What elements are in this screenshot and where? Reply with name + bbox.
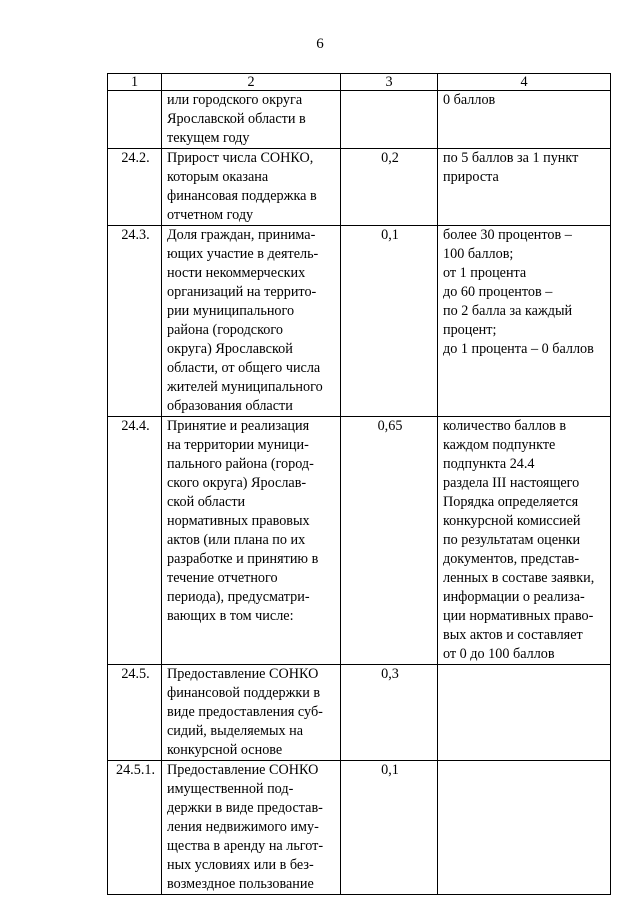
criterion-text-line: пального района (город- bbox=[167, 456, 314, 472]
criterion-text-line: текущем году bbox=[167, 130, 250, 146]
scoring-text-line: ленных в составе заявки, bbox=[443, 570, 595, 586]
scoring-text-line: по результатам оценки bbox=[443, 532, 581, 548]
weight-value: 0,3 bbox=[341, 665, 438, 761]
criterion-text-line: которым оказана bbox=[167, 169, 269, 185]
scoring-text-line: подпункта 24.4 bbox=[443, 456, 535, 472]
scoring-text-line: от 1 процента bbox=[443, 265, 527, 281]
weight-value: 0,2 bbox=[341, 149, 438, 226]
scoring-text-line: более 30 процентов – bbox=[443, 227, 572, 243]
criterion-cell bbox=[162, 226, 341, 417]
scoring-text-line: прироста bbox=[443, 169, 499, 185]
scoring-text-line: до 1 процента – 0 баллов bbox=[443, 341, 594, 357]
criterion-text-line: течение отчетного bbox=[167, 570, 278, 586]
column-header: 2 bbox=[162, 74, 341, 91]
criterion-cell bbox=[162, 417, 341, 665]
criterion-text-line: области, от общего числа bbox=[167, 360, 321, 376]
item-number: 24.5.1. bbox=[108, 761, 162, 895]
scoring-text-line: по 5 баллов за 1 пункт bbox=[443, 150, 579, 166]
weight-value: 0,1 bbox=[341, 761, 438, 895]
scoring-cell bbox=[438, 91, 611, 149]
criterion-text-line: разработке и принятию в bbox=[167, 551, 319, 567]
column-header: 3 bbox=[341, 74, 438, 91]
scoring-text-line: 100 баллов; bbox=[443, 246, 514, 262]
table-row bbox=[108, 149, 611, 226]
criterion-text-line: ской области bbox=[167, 494, 246, 510]
criterion-text-line: актов (или плана по их bbox=[167, 532, 306, 548]
criterion-text-line: отчетном году bbox=[167, 207, 254, 223]
scoring-text-line: вых актов и составляет bbox=[443, 627, 583, 643]
criterion-text-line: Предоставление СОНКО bbox=[167, 666, 319, 682]
table-body bbox=[108, 91, 611, 895]
scoring-cell bbox=[438, 665, 611, 761]
scoring-cell bbox=[438, 149, 611, 226]
criterion-text-line: ности некоммерческих bbox=[167, 265, 306, 281]
item-number: 24.2. bbox=[108, 149, 162, 226]
criterion-text-line: держки в виде предостав- bbox=[167, 800, 323, 816]
criterion-text-line: Прирост числа СОНКО, bbox=[167, 150, 314, 166]
scoring-text-line: до 60 процентов – bbox=[443, 284, 553, 300]
scoring-text-line: конкурсной комиссией bbox=[443, 513, 581, 529]
item-number: 24.3. bbox=[108, 226, 162, 417]
scoring-text-line: количество баллов в bbox=[443, 418, 567, 434]
criterion-text-line: нормативных правовых bbox=[167, 513, 310, 529]
criterion-text-line: района (городского bbox=[167, 322, 283, 338]
criterion-text-line: конкурсной основе bbox=[167, 742, 283, 758]
page-number: 6 bbox=[316, 36, 324, 52]
criterion-text-line: Предоставление СОНКО bbox=[167, 762, 319, 778]
table-row bbox=[108, 761, 611, 895]
criterion-text-line: Ярославской области в bbox=[167, 111, 306, 127]
criterion-text-line: виде предоставления суб- bbox=[167, 704, 323, 720]
weight-value bbox=[341, 91, 438, 149]
criterion-text-line: на территории муници- bbox=[167, 437, 309, 453]
table-header-row bbox=[108, 74, 611, 91]
scoring-text-line: информации о реализа- bbox=[443, 589, 585, 605]
weight-value: 0,1 bbox=[341, 226, 438, 417]
item-number bbox=[108, 91, 162, 149]
criterion-text-line: организаций на террито- bbox=[167, 284, 317, 300]
scoring-cell bbox=[438, 417, 611, 665]
item-number: 24.4. bbox=[108, 417, 162, 665]
table-row bbox=[108, 226, 611, 417]
criterion-text-line: периода), предусматри- bbox=[167, 589, 310, 605]
criterion-text-line: сидий, выделяемых на bbox=[167, 723, 304, 739]
criterion-text-line: жителей муниципального bbox=[167, 379, 323, 395]
criterion-text-line: образования области bbox=[167, 398, 293, 414]
criterion-text-line: ных условиях или в без- bbox=[167, 857, 314, 873]
criterion-text-line: округа) Ярославской bbox=[167, 341, 293, 357]
scoring-text-line: ции нормативных право- bbox=[443, 608, 594, 624]
criterion-text-line: рии муниципального bbox=[167, 303, 295, 319]
weight-value: 0,65 bbox=[341, 417, 438, 665]
criterion-text-line: финансовой поддержки в bbox=[167, 685, 321, 701]
scoring-text-line: 0 баллов bbox=[443, 92, 496, 108]
criterion-text-line: или городского округа bbox=[167, 92, 303, 108]
scoring-cell bbox=[438, 226, 611, 417]
criterion-cell bbox=[162, 761, 341, 895]
criterion-text-line: Доля граждан, принима- bbox=[167, 227, 316, 243]
criterion-text-line: ющих участие в деятель- bbox=[167, 246, 319, 262]
criterion-text-line: имущественной под- bbox=[167, 781, 294, 797]
criterion-cell bbox=[162, 665, 341, 761]
scoring-text-line: документов, представ- bbox=[443, 551, 580, 567]
scoring-text-line: процент; bbox=[443, 322, 497, 338]
scoring-cell bbox=[438, 761, 611, 895]
scoring-text-line: по 2 балла за каждый bbox=[443, 303, 573, 319]
column-header: 4 bbox=[438, 74, 611, 91]
criterion-text-line: ского округа) Ярослав- bbox=[167, 475, 307, 491]
scoring-text-line: от 0 до 100 баллов bbox=[443, 646, 555, 662]
criterion-text-line: ления недвижимого иму- bbox=[167, 819, 319, 835]
table-row bbox=[108, 665, 611, 761]
criterion-cell bbox=[162, 149, 341, 226]
criterion-text-line: возмездное пользование bbox=[167, 876, 314, 892]
criteria-table bbox=[107, 73, 611, 895]
criterion-text-line: Принятие и реализация bbox=[167, 418, 310, 434]
criterion-text-line: щества в аренду на льгот- bbox=[167, 838, 324, 854]
column-header: 1 bbox=[108, 74, 162, 91]
criterion-cell bbox=[162, 91, 341, 149]
table-row bbox=[108, 417, 611, 665]
table-row bbox=[108, 91, 611, 149]
item-number: 24.5. bbox=[108, 665, 162, 761]
scoring-text-line: раздела III настоящего bbox=[443, 475, 580, 491]
scoring-text-line: каждом подпункте bbox=[443, 437, 556, 453]
scoring-text-line: Порядка определяется bbox=[443, 494, 579, 510]
criterion-text-line: финансовая поддержка в bbox=[167, 188, 317, 204]
criterion-text-line: вающих в том числе: bbox=[167, 608, 294, 624]
